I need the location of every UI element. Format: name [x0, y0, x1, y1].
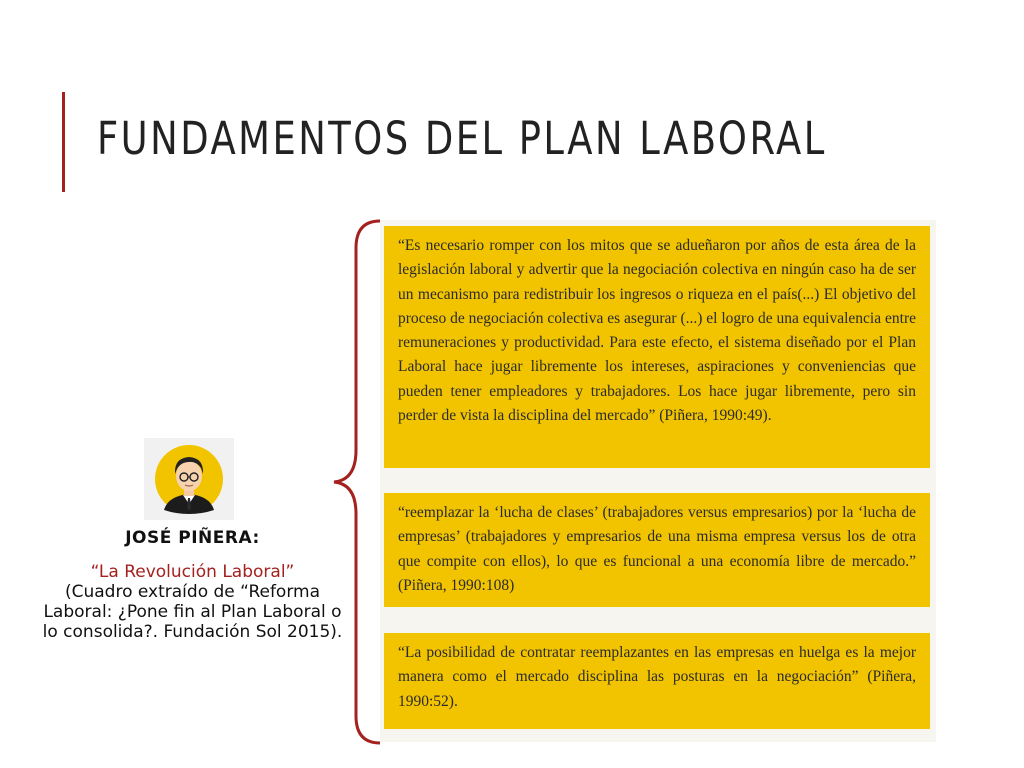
book-title: “La Revolución Laboral”: [90, 562, 295, 582]
author-name: JOSÉ PIÑERA:: [125, 528, 260, 548]
title-accent-bar: [62, 92, 65, 192]
curly-brace-icon: [330, 218, 382, 746]
portrait-man-with-glasses-icon: [144, 438, 234, 520]
quotes-panel: [380, 220, 936, 742]
slide-title: FUNDAMENTOS DEL PLAN LABORAL: [97, 112, 827, 165]
author-caption: [40, 528, 345, 642]
quote-block: “Es necesario romper con los mitos que se adueñaron por años de esta área de la legislación laboral y advertir que la negociación colectiva en ningún caso ha de ser un mecanismo para redistribuir los ingresos o riqueza en el país(...) El objetivo del proceso de negociación colectiva es asegurar (...) el logro de una equivalencia entre remuneraciones y productividad. Para este efecto, el sistema diseñado por el Plan Laboral hace jugar libremente los intereses, aspiraciones y conveniencias que pueden tener empleadores y trabajadores. Los hace jugar libremente, pero sin perder de vista la disciplina del mercado” (Piñera, 1990:49).: [384, 226, 930, 468]
source-citation: (Cuadro extraído de “Reforma Laboral: ¿Pone fin al Plan Laboral o lo consolida?. Fundación Sol 2015).: [42, 582, 343, 642]
quote-block: “reemplazar la ‘lucha de clases’ (trabajadores versus empresarios) por la ‘lucha de empresas’ (trabajadores y empresarios de una misma empresa versus los de otra que compite con ellos), lo que es funcional a una economía libre de mercado.” (Piñera, 1990:108): [384, 493, 930, 607]
quote-block: “La posibilidad de contratar reemplazantes en las empresas en huelga es la mejor manera como el mercado disciplina las posturas en la negociación” (Piñera, 1990:52).: [384, 633, 930, 729]
